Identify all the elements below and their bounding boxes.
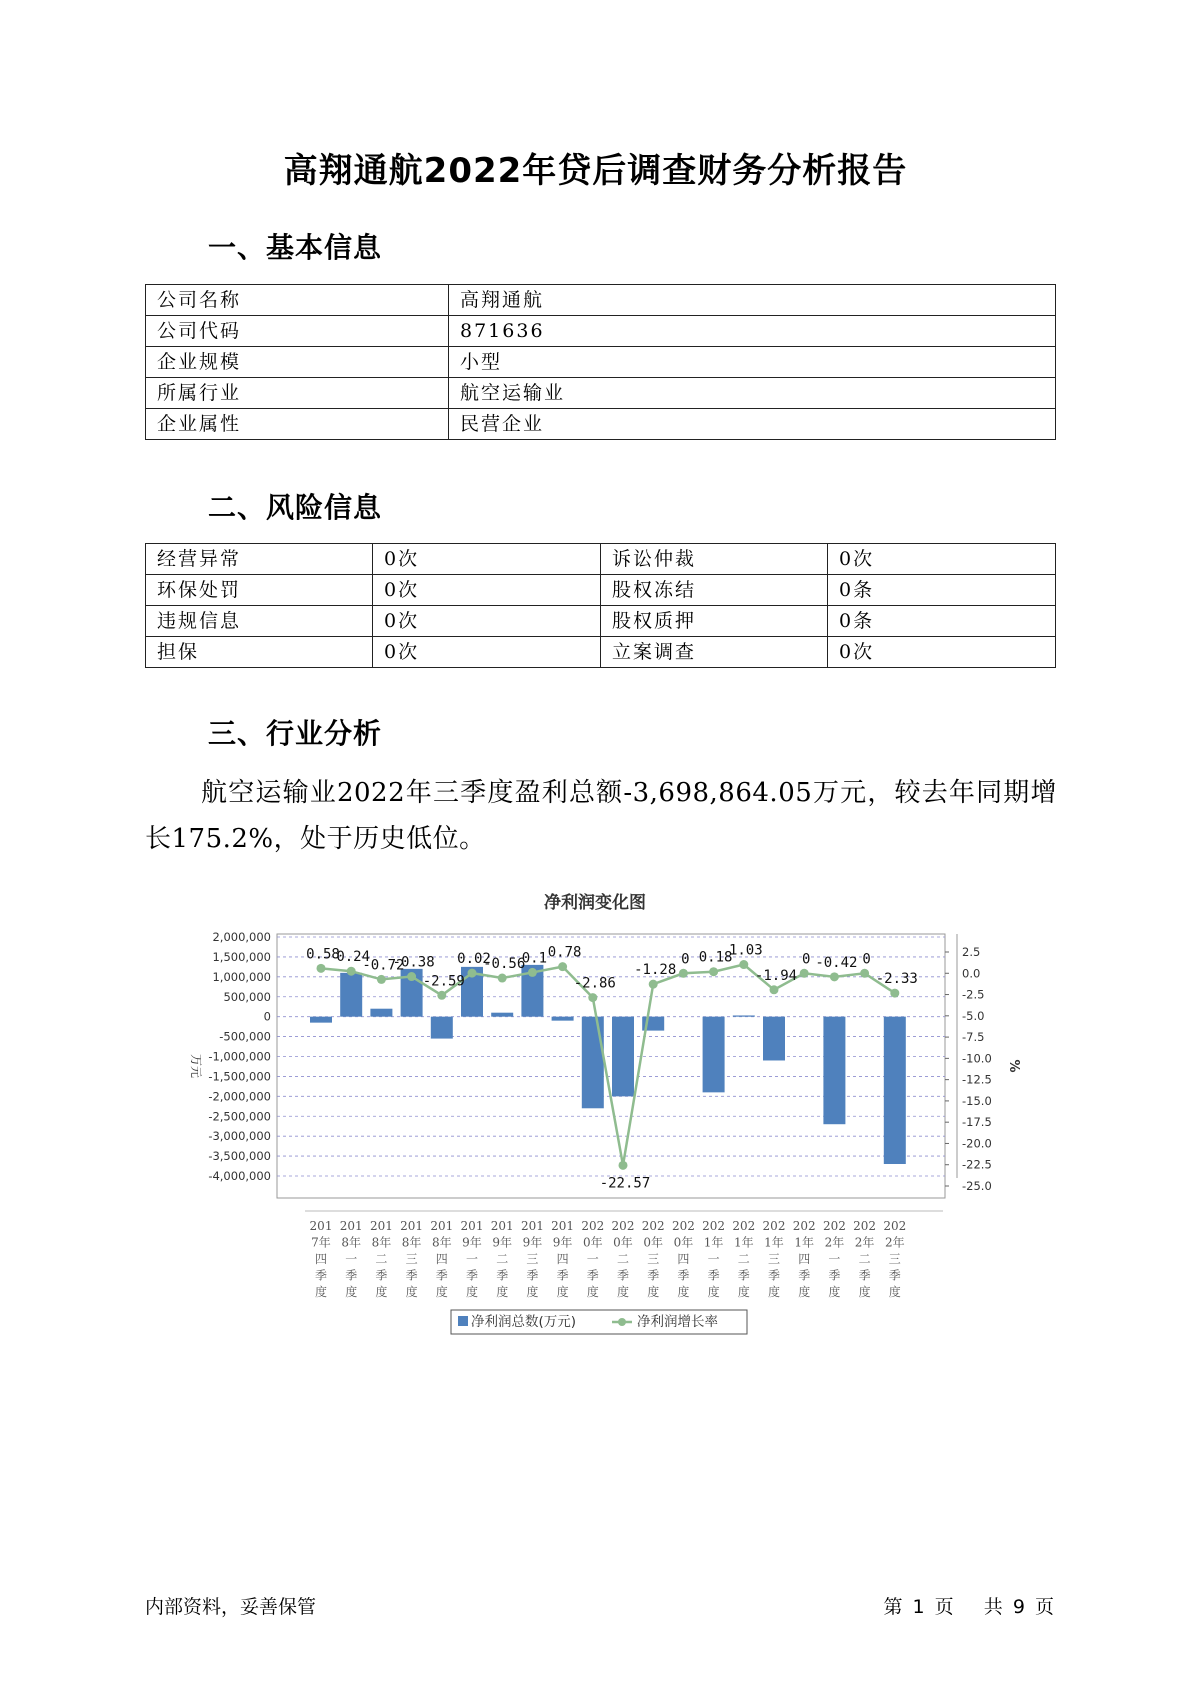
x-tick-label: 季 — [888, 1268, 901, 1283]
x-tick-label: 四 — [798, 1252, 811, 1266]
field-label: 企业属性 — [146, 409, 449, 440]
field-value: 民营企业 — [449, 409, 1056, 440]
x-tick-label: 201 — [309, 1219, 333, 1233]
data-label: 0.78 — [547, 944, 582, 961]
x-tick-label: 度 — [496, 1285, 509, 1299]
chart-title: 净利润变化图 — [544, 893, 646, 913]
x-tick-label: 季 — [616, 1268, 630, 1283]
x-tick-label: 9年 — [552, 1235, 573, 1250]
growth-rate-point — [407, 972, 416, 981]
x-tick-label: 三 — [888, 1252, 901, 1266]
x-tick-label: 季 — [526, 1268, 539, 1283]
y-left-tick-label: -1,500,000 — [208, 1069, 271, 1084]
x-tick-label: 202 — [792, 1219, 816, 1233]
x-tick-label: 季 — [707, 1268, 720, 1283]
risk-info-table — [145, 543, 1056, 668]
data-label: 0.58 — [306, 946, 340, 963]
y-right-tick-label: -7.5 — [962, 1030, 985, 1045]
bar — [431, 1017, 453, 1039]
industry-analysis-paragraph: 航空运输业2022年三季度盈利总额-3,698,864.05万元，较去年同期增长175.2%，处于历史低位。 — [145, 778, 1057, 854]
x-tick-label: 0年 — [582, 1235, 603, 1250]
y-right-tick-label: -5.0 — [962, 1008, 985, 1023]
bar — [703, 1017, 725, 1093]
x-tick-label: 1年 — [764, 1235, 784, 1250]
x-tick-label: 度 — [858, 1285, 871, 1299]
table-row — [146, 409, 1056, 440]
x-tick-label: 201 — [430, 1219, 454, 1233]
growth-rate-point — [558, 962, 567, 971]
y-right-tick-label: -17.5 — [962, 1115, 992, 1130]
bar — [552, 1017, 574, 1021]
y-left-axis-label: 万元 — [189, 1053, 203, 1079]
growth-rate-point — [498, 974, 507, 983]
data-label: 0.02 — [457, 951, 491, 968]
x-tick-label: 度 — [888, 1285, 901, 1299]
x-tick-label: 二 — [496, 1252, 509, 1266]
risk-label: 违规信息 — [146, 606, 373, 637]
section-heading-industry: 三、行业分析 — [208, 717, 383, 750]
data-label: 1.03 — [728, 942, 763, 959]
bar — [763, 1017, 785, 1061]
x-tick-label: 1年 — [794, 1235, 815, 1250]
x-tick-label: 二 — [737, 1252, 750, 1266]
data-label: -22.57 — [599, 1175, 651, 1192]
x-tick-label: 季 — [677, 1268, 690, 1283]
x-tick-label: 8年 — [401, 1235, 422, 1250]
page-title: 高翔通航2022年贷后调查财务分析报告 — [283, 151, 908, 191]
x-tick-label: 202 — [883, 1219, 907, 1233]
x-tick-label: 度 — [828, 1285, 841, 1299]
growth-rate-point — [770, 985, 779, 994]
growth-rate-point — [709, 967, 718, 976]
bar — [733, 1015, 755, 1016]
growth-rate-point — [347, 967, 356, 976]
data-label: -1.28 — [634, 962, 677, 979]
x-tick-label: 201 — [400, 1219, 424, 1233]
table-row — [146, 637, 1056, 668]
x-tick-label: 8年 — [431, 1235, 452, 1250]
x-tick-label: 0年 — [673, 1235, 694, 1250]
page-number: 1 — [912, 1596, 925, 1618]
x-tick-label: 度 — [375, 1285, 388, 1299]
page-suffix: 页 — [934, 1596, 954, 1618]
y-left-tick-label: -500,000 — [219, 1029, 271, 1044]
risk-label: 经营异常 — [146, 544, 373, 575]
y-left-tick-label: -1,000,000 — [208, 1049, 271, 1064]
x-tick-label: 202 — [581, 1219, 605, 1233]
x-tick-label: 季 — [405, 1268, 418, 1283]
data-label: -0.42 — [815, 954, 858, 971]
x-tick-label: 度 — [556, 1285, 569, 1299]
field-value: 航空运输业 — [449, 378, 1056, 409]
x-tick-label: 202 — [611, 1219, 635, 1233]
x-tick-label: 季 — [828, 1268, 841, 1283]
risk-value: 0条 — [828, 575, 1056, 606]
x-tick-label: 202 — [641, 1219, 665, 1233]
x-tick-label: 季 — [496, 1268, 509, 1283]
legend-bar-swatch — [458, 1316, 468, 1326]
growth-rate-point — [830, 972, 839, 981]
x-tick-label: 季 — [767, 1268, 781, 1283]
x-tick-label: 度 — [767, 1285, 781, 1299]
x-tick-label: 四 — [435, 1252, 448, 1266]
x-tick-label: 季 — [556, 1268, 569, 1283]
x-tick-label: 季 — [586, 1268, 599, 1283]
y-left-tick-label: -2,000,000 — [208, 1089, 271, 1104]
x-tick-label: 二 — [616, 1252, 630, 1266]
x-tick-label: 季 — [465, 1268, 479, 1283]
y-right-tick-label: -20.0 — [962, 1136, 992, 1151]
x-tick-label: 季 — [314, 1268, 328, 1283]
x-tick-label: 度 — [647, 1285, 660, 1299]
x-tick-label: 一 — [828, 1252, 841, 1266]
x-tick-label: 季 — [737, 1268, 750, 1283]
x-tick-label: 0年 — [643, 1235, 664, 1250]
risk-value: 0次 — [373, 637, 601, 668]
x-tick-label: 202 — [671, 1219, 695, 1233]
total-prefix: 共 — [983, 1596, 1003, 1618]
x-tick-label: 季 — [798, 1268, 811, 1283]
data-label: -0.56 — [483, 956, 526, 973]
table-row — [146, 316, 1056, 347]
bar — [370, 1009, 392, 1017]
x-tick-label: 201 — [460, 1219, 484, 1233]
growth-rate-point — [649, 980, 658, 989]
x-tick-label: 二 — [858, 1252, 871, 1266]
data-label: -1.94 — [754, 967, 798, 984]
legend-line-label: 净利润增长率 — [637, 1314, 718, 1330]
bar — [310, 1017, 332, 1023]
y-left-tick-label: -2,500,000 — [208, 1109, 271, 1124]
x-tick-label: 一 — [465, 1252, 479, 1266]
growth-rate-point — [528, 968, 537, 977]
x-tick-label: 季 — [435, 1268, 448, 1283]
y-right-tick-label: 0.0 — [962, 966, 981, 981]
x-tick-label: 度 — [798, 1285, 811, 1299]
data-label: 0 — [681, 951, 690, 968]
bar — [582, 1017, 604, 1109]
y-right-tick-label: -10.0 — [962, 1051, 992, 1066]
footer-page-indicator — [883, 1592, 1054, 1619]
y-right-axis-label: % — [1006, 1059, 1021, 1073]
risk-value: 0条 — [828, 606, 1056, 637]
y-right-tick-label: -15.0 — [962, 1093, 992, 1108]
x-tick-label: 季 — [647, 1268, 660, 1283]
risk-label: 股权质押 — [601, 606, 828, 637]
page-prefix: 第 — [883, 1596, 903, 1618]
x-tick-label: 度 — [677, 1285, 690, 1299]
y-right-tick-label: -2.5 — [962, 987, 985, 1002]
field-value: 871636 — [449, 316, 1056, 347]
x-tick-label: 202 — [822, 1219, 846, 1233]
growth-rate-point — [468, 969, 477, 978]
section-heading-basic: 一、基本信息 — [208, 231, 383, 264]
x-tick-label: 7年 — [311, 1235, 331, 1250]
x-tick-label: 9年 — [462, 1235, 482, 1250]
growth-rate-point — [377, 975, 386, 984]
x-tick-label: 1年 — [703, 1235, 724, 1250]
bar — [340, 973, 362, 1017]
bar — [612, 1017, 634, 1097]
risk-value: 0次 — [828, 544, 1056, 575]
x-tick-label: 度 — [314, 1285, 328, 1299]
field-label: 所属行业 — [146, 378, 449, 409]
x-tick-label: 一 — [707, 1252, 720, 1266]
data-label: -0.72 — [362, 957, 405, 974]
x-tick-label: 度 — [526, 1285, 539, 1299]
risk-label: 环保处罚 — [146, 575, 373, 606]
x-tick-label: 度 — [465, 1285, 479, 1299]
risk-label: 股权冻结 — [601, 575, 828, 606]
y-right-tick-label: -25.0 — [962, 1179, 992, 1193]
x-tick-label: 202 — [732, 1219, 756, 1233]
y-left-tick-label: 500,000 — [223, 989, 271, 1004]
field-label: 公司代码 — [146, 316, 449, 347]
x-tick-label: 2年 — [854, 1235, 875, 1250]
y-right-tick-label: 2.5 — [962, 945, 981, 959]
x-tick-label: 2年 — [884, 1235, 905, 1250]
x-tick-label: 8年 — [371, 1235, 392, 1250]
data-label: -0.38 — [392, 954, 435, 971]
x-tick-label: 202 — [853, 1219, 877, 1233]
risk-label: 诉讼仲裁 — [601, 544, 828, 575]
x-tick-label: 1年 — [733, 1235, 754, 1250]
y-left-tick-label: 2,000,000 — [212, 930, 271, 944]
x-tick-label: 度 — [405, 1285, 418, 1299]
chart-svg — [0, 880, 1191, 1340]
x-tick-label: 一 — [586, 1252, 599, 1266]
x-tick-label: 一 — [345, 1252, 358, 1266]
growth-rate-point — [588, 993, 597, 1002]
x-tick-label: 201 — [369, 1219, 393, 1233]
x-tick-label: 季 — [858, 1268, 871, 1283]
y-left-tick-label: -3,000,000 — [208, 1129, 271, 1144]
y-left-tick-label: -4,000,000 — [208, 1169, 271, 1183]
growth-rate-point — [619, 1161, 628, 1170]
x-tick-label: 三 — [526, 1252, 539, 1266]
total-suffix: 页 — [1034, 1596, 1054, 1618]
growth-rate-point — [860, 969, 869, 978]
field-label: 企业规模 — [146, 347, 449, 378]
risk-label: 担保 — [146, 637, 373, 668]
x-tick-label: 201 — [490, 1219, 514, 1233]
table-row — [146, 606, 1056, 637]
growth-rate-point — [800, 969, 809, 978]
y-left-tick-label: 1,000,000 — [212, 969, 271, 984]
growth-rate-point — [890, 989, 899, 998]
x-tick-label: 度 — [737, 1285, 750, 1299]
x-tick-label: 二 — [375, 1252, 388, 1266]
y-right-tick-label: -12.5 — [962, 1072, 992, 1087]
x-tick-label: 四 — [314, 1252, 328, 1266]
data-label: 0.18 — [698, 949, 733, 966]
x-tick-label: 度 — [435, 1285, 448, 1299]
x-tick-label: 201 — [339, 1219, 363, 1233]
x-tick-label: 度 — [345, 1285, 358, 1299]
legend-bar-label: 净利润总数(万元) — [471, 1314, 577, 1330]
growth-rate-point — [437, 991, 446, 1000]
risk-value: 0次 — [373, 575, 601, 606]
table-row — [146, 544, 1056, 575]
x-tick-label: 四 — [556, 1252, 569, 1266]
table-row — [146, 347, 1056, 378]
footer-confidential-note: 内部资料，妥善保管 — [145, 1596, 317, 1618]
table-row — [146, 575, 1056, 606]
section-heading-risk: 二、风险信息 — [208, 491, 383, 524]
risk-value: 0次 — [828, 637, 1056, 668]
table-row — [146, 285, 1056, 316]
y-left-tick-label: -3,500,000 — [208, 1149, 271, 1164]
data-label: -2.86 — [573, 975, 616, 992]
field-label: 公司名称 — [146, 285, 449, 316]
x-tick-label: 度 — [707, 1285, 720, 1299]
net-profit-chart — [0, 880, 1191, 1340]
x-tick-label: 三 — [405, 1252, 418, 1266]
growth-rate-point — [317, 964, 326, 973]
y-right-tick-label: -22.5 — [962, 1157, 992, 1172]
x-tick-label: 201 — [520, 1219, 544, 1233]
x-tick-label: 202 — [762, 1219, 786, 1233]
data-label: -2.33 — [875, 971, 918, 988]
table-row — [146, 378, 1056, 409]
x-tick-label: 2年 — [824, 1235, 845, 1250]
data-label: 0 — [801, 951, 811, 968]
risk-value: 0次 — [373, 544, 601, 575]
legend-line-marker — [618, 1318, 626, 1326]
data-label: -2.59 — [422, 973, 465, 990]
x-tick-label: 度 — [586, 1285, 599, 1299]
x-tick-label: 201 — [551, 1219, 575, 1233]
y-left-tick-label: 0 — [263, 1009, 271, 1024]
x-tick-label: 四 — [677, 1252, 690, 1266]
bar — [884, 1017, 906, 1164]
x-tick-label: 9年 — [522, 1235, 543, 1250]
bar — [823, 1017, 845, 1125]
x-tick-label: 202 — [702, 1219, 726, 1233]
data-label: 0.24 — [336, 949, 371, 966]
data-label: 0.1 — [521, 950, 548, 967]
growth-rate-point — [679, 969, 688, 978]
data-label: 0 — [862, 951, 871, 968]
x-tick-label: 0年 — [613, 1235, 633, 1250]
x-tick-label: 季 — [345, 1268, 358, 1283]
x-tick-label: 9年 — [492, 1235, 513, 1250]
growth-rate-point — [739, 960, 748, 969]
x-tick-label: 三 — [767, 1252, 781, 1266]
field-value: 小型 — [449, 347, 1056, 378]
basic-info-table — [145, 284, 1056, 440]
total-pages: 9 — [1012, 1596, 1025, 1618]
x-tick-label: 8年 — [341, 1235, 362, 1250]
field-value: 高翔通航 — [449, 285, 1056, 316]
risk-value: 0次 — [373, 606, 601, 637]
risk-label: 立案调查 — [601, 637, 828, 668]
bar — [491, 1013, 513, 1017]
x-tick-label: 季 — [375, 1268, 388, 1283]
x-tick-label: 度 — [616, 1285, 630, 1299]
y-left-tick-label: 1,500,000 — [212, 949, 271, 964]
x-tick-label: 三 — [647, 1252, 660, 1266]
